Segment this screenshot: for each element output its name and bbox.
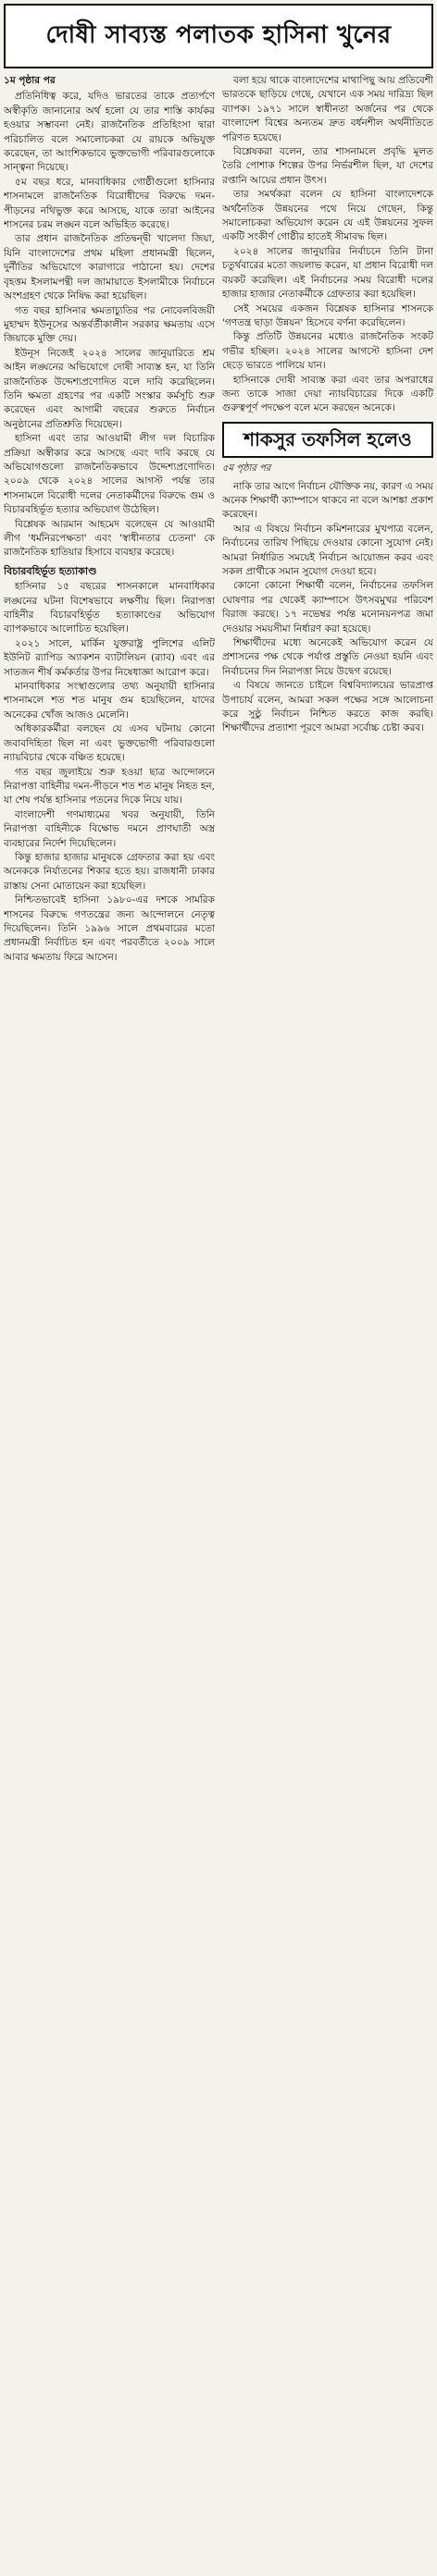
right-paragraph: কোনো কোনো শিক্ষার্থী বলেন, নির্বাচনের তফসিল ঘোষণার পর থেকেই ক্যাম্পাসে উৎসবমুখর পরিবেশ বিরাজ করছে। ১৭ নভেম্বর পর্যন্ত মনোনয়নপত্র জমা দেওয়ার সময়সীমা নির্ধারণ করা হয়েছে। xyxy=(222,580,433,635)
left-paragraph: গত বছর হাসিনার ক্ষমতাচ্যুতির পর নোবেলবিজয়ী মুহাম্মদ ইউনূসের অন্তর্বর্তীকালীন সরকার ক্ষমতায় এসে জিয়াকে মুক্তি দেয়। xyxy=(4,304,215,345)
right-paragraph: কিন্তু প্রতিটি উন্নয়নের মধ্যেও রাজনৈতিক সংকট গভীর হচ্ছিল। ২০২৪ সালের আগস্টে হাসিনা দেশ ছেড়ে ভারতে পালিয়ে যান। xyxy=(222,331,433,372)
right-column xyxy=(222,74,433,2558)
left-paragraph: গত বছর জুলাইয়ে শুরু হওয়া ছাত্র আন্দোলনে নিরাপত্তা বাহিনীর দমন-পীড়নে শত শত মানুষ নিহত হন, যা শেষ পর্যন্ত হাসিনার পতনের দিকে নিয়ে যায়। xyxy=(4,766,215,807)
right-paragraph: আর এ বিষয়ে নির্বাচন কমিশনারের মুখপাত্র বলেন, নির্বাচনের তারিখ পিছিয়ে দেওয়ার কোনো সুযোগ নেই। আমরা নির্ধারিত সময়েই নির্বাচন আয়োজন করব এবং সকল প্রার্থীকে সমান সুযোগ দেওয়া হবে। xyxy=(222,523,433,577)
left-paragraph: বিশ্লেষক আরমান আহমেদ বলেছেন যে আওয়ামী লীগ 'ধর্মনিরপেক্ষতা' এবং 'স্বাধীনতার চেতনা' কে রাজনৈতিক হাতিয়ার হিসাবে ব্যবহার করেছে। xyxy=(4,518,215,559)
left-paragraph: অধিকারকর্মীরা বলছেন যে এসব ঘটনায় কোনো জবাবদিহিতা ছিল না এবং ভুক্তভোগী পরিবারগুলো ন্যায়বিচার থেকে বঞ্চিত হয়েছে। xyxy=(4,723,215,764)
left-paragraph: ২০২১ সালে, মার্কিন যুক্তরাষ্ট্র পুলিশের এলিট ইউনিট র‌্যাপিড অ্যাকশন ব্যাটালিয়ন (র‌্যাব) এবং এর সাতজন শীর্ষ কর্মকর্তার উপর নিষেধাজ্ঞা আরোপ করে। xyxy=(4,637,215,678)
right-paragraph: হাসিনাকে দোষী সাব্যস্ত করা এবং তার অপরাধের জন্য তাকে সাজা দেয়া ন্যায়বিচারের দিকে একটি গুরুত্বপূর্ণ পদক্ষেপ বলে মনে করছেন অনেকে। xyxy=(222,374,433,414)
left-column xyxy=(4,74,215,2558)
right-paragraph: তার সমর্থকরা বলেন যে হাসিনা বাংলাদেশকে অর্থনৈতিক উন্নয়নের পথে নিয়ে গেছেন, কিন্তু সমালোচকরা অভিযোগ করেন যে এই উন্নয়নের সুফল একটি সংকীর্ণ গোষ্ঠীর হাতেই সীমাবদ্ধ ছিল। xyxy=(222,189,433,243)
newspaper-page xyxy=(0,4,437,2576)
left-paragraph: কিন্তু হাজার হাজার মানুষকে গ্রেফতার করা হয় এবং অনেককে নির্যাতনের শিকার হতে হয়। রাজধানী ঢাকার রাস্তায় সেনা মোতায়েন করা হয়েছিল। xyxy=(4,851,215,892)
left-paragraph: হাসিনা এবং তার আওয়ামী লীগ দল বিচারিক প্রক্রিয়া অস্বীকার করে আসছে এবং দাবি করছে যে অভিযোগগুলো রাজনৈতিকভাবে উদ্দেশ্যপ্রণোদিত। ২০০৯ থেকে ২০২৪ সালের আগস্ট পর্যন্ত তার শাসনামলে বিরোধী দলের নেতাকর্মীদের বিরুদ্ধে গুম ও বিচারবহির্ভূত হত্যার অভিযোগ উঠেছিল। xyxy=(4,433,215,516)
right-paragraph: বলা হয়ে থাকে বাংলাদেশের মাথাপিছু আয় প্রতিবেশী ভারতকে ছাড়িয়ে গেছে, যেখানে এক সময় দারিদ্র্য ছিল ব্যাপক। ১৯৭১ সালে স্বাধীনতা অর্জনের পর থেকে বাংলাদেশ বিশ্বের অন্যতম দ্রুত বর্ধনশীল অর্থনীতিতে পরিণত হয়েছে। xyxy=(222,75,433,143)
left-paragraph: প্রতিনিধিত্ব করে, যদিও ভারতের তাকে প্রত্যর্পণে অস্বীকৃতি জানানোর অর্থ হলো যে তার শাস্তি কার্যকর হওয়ার সম্ভাবনা নেই। রাজনৈতিক প্রতিহিংসা দ্বারা পরিচালিত বলে সমালোচকরা যে রায়কে অভিযুক্ত করেছেন, তা আংশিকভাবে ভুক্তভোগী পরিবারগুলোকে সান্ত্বনা দিয়েছে। xyxy=(4,91,215,174)
left-paragraph: মানবাধিকার সংস্থাগুলোর তথ্য অনুযায়ী হাসিনার শাসনামলে শত শত মানুষ গুম হয়েছিলেন, যাদের অনেকের খোঁজ আজও মেলেনি। xyxy=(4,681,215,721)
right-paragraph: ২০২৪ সালের জানুয়ারির নির্বাচনে তিনি টানা চতুর্থবারের মতো জয়লাভ করেন, যা প্রধান বিরোধী দল বয়কট করেছিল। এই নির্বাচনের সময় বিরোধী দলের হাজার হাজার নেতাকর্মীকে গ্রেফতার করা হয়েছিল। xyxy=(222,245,433,301)
left-paragraph: নিশ্চিতভাবেই হাসিনা ১৯৮০-এর দশকে সামরিক শাসনের বিরুদ্ধে গণতন্ত্রের জন্য আন্দোলনে নেতৃত্ব দিয়েছিলেন। তিনি ১৯৯৬ সালে প্রথমবারের মতো প্রধানমন্ত্রী নির্বাচিত হন এবং পরবর্তীতে ২০০৯ সালে আবার ক্ষমতায় ফিরে আসেন। xyxy=(4,894,215,963)
page-headline: দোষী সাব্যস্ত পলাতক হাসিনা খুনের xyxy=(4,4,433,68)
left-paragraph: ৫ম বছর ধরে, মানবাধিকার গোষ্ঠীগুলো হাসিনার শাসনামলে রাজনৈতিক বিরোধীদের বিরুদ্ধে দমন-পীড়নের নথিভুক্ত করে আসছে, যাকে তারা আইনের শাসনের চরম লঙ্ঘন বলে অভিহিত করেছে। xyxy=(4,176,215,231)
right-paragraph: শিক্ষার্থীদের মধ্যে অনেকেই অভিযোগ করেন যে প্রশাসনের পক্ষ থেকে পর্যাপ্ত প্রস্তুতি নেওয়া হয়নি এবং নির্বাচনের দিন নিরাপত্তা নিয়ে উদ্বেগ রয়েছে। xyxy=(222,637,433,677)
right-paragraph: নাকি তার আগে নির্বাচন যৌক্তিক নয়, কারণ এ সময় অনেক শিক্ষার্থী ক্যাম্পাসে থাকবে না বলে আশঙ্কা প্রকাশ করেছেন। xyxy=(222,480,433,521)
continued-from-label: ১ম পৃষ্ঠার পর xyxy=(4,75,56,86)
right-paragraph: বিশ্লেষকরা বলেন, তার শাসনামলে প্রবৃদ্ধি মূলত তৈরি পোশাক শিল্পের উপর নির্ভরশীল ছিল, যা দেশের রপ্তানি আয়ের প্রধান উৎস। xyxy=(222,146,433,186)
left-paragraph: হাসিনার ১৫ বছরের শাসনকালে মানবাধিকার লঙ্ঘনের ঘটনা বিশেষভাবে লক্ষণীয় ছিল। নিরাপত্তা বাহিনীর বিচারবহির্ভূত হত্যাকাণ্ডের অভিযোগ ব্যাপকভাবে আলোচিত হয়েছিল। xyxy=(4,581,215,635)
second-article-headline: শাকসুর তফসিল হলেও xyxy=(222,422,433,458)
left-paragraph: তার প্রধান রাজনৈতিক প্রতিদ্বন্দ্বী খালেদা জিয়া, যিনি বাংলাদেশের প্রথম মহিলা প্রধানমন্ত্রী ছিলেন, দুর্নীতির অভিযোগে কারাগারে পাঠানো হয়। দেশের বৃহত্তম ইসলামপন্থী দল জামায়াতে ইসলামীকে নির্বাচনে অংশগ্রহণ থেকে নিষিদ্ধ করা হয়েছিল। xyxy=(4,233,215,302)
right-paragraph: এ বিষয়ে জানতে চাইলে বিশ্ববিদ্যালয়ের ভারপ্রাপ্ত উপাচার্য বলেন, আমরা সকল পক্ষের সঙ্গে আলোচনা করে সুষ্ঠু নির্বাচন নিশ্চিত করতে কাজ করছি। শিক্ষার্থীদের প্রত্যাশা পূরণে আমরা সর্বোচ্চ চেষ্টা করব। xyxy=(222,680,433,734)
continued-from-label: ৫ম পৃষ্ঠার পর xyxy=(222,463,271,475)
article-columns xyxy=(4,74,433,2558)
left-paragraph: বাংলাদেশী গণমাধ্যমের খবর অনুযায়ী, তিনি নিরাপত্তা বাহিনীকে বিক্ষোভ দমনে প্রাণঘাতী অস্ত্র ব্যবহারের নির্দেশ দিয়েছিলেন। xyxy=(4,808,215,849)
left-paragraph: ইউনূস নিজেই ২০২৪ সালের জানুয়ারিতে শ্রম আইন লঙ্ঘনের অভিযোগে দোষী সাব্যস্ত হন, যা তিনি রাজনৈতিক উদ্দেশ্যপ্রণোদিত বলে দাবি করেছিলেন। তিনি ক্ষমতা গ্রহণের পর একটি সংস্কার কর্মসূচি শুরু করেছেন এবং আগামী বছরের শুরুতে নির্বাচন অনুষ্ঠানের প্রতিশ্রুতি দিয়েছেন। xyxy=(4,347,215,430)
right-paragraph: সেই সময়ের একজন বিশ্লেষক হাসিনার শাসনকে 'গণতন্ত্র ছাড়া উন্নয়ন' হিসেবে বর্ণনা করেছিলেন। xyxy=(222,302,433,328)
section-subhead: বিচারবহির্ভূত হত্যাকাণ্ড xyxy=(4,564,97,577)
